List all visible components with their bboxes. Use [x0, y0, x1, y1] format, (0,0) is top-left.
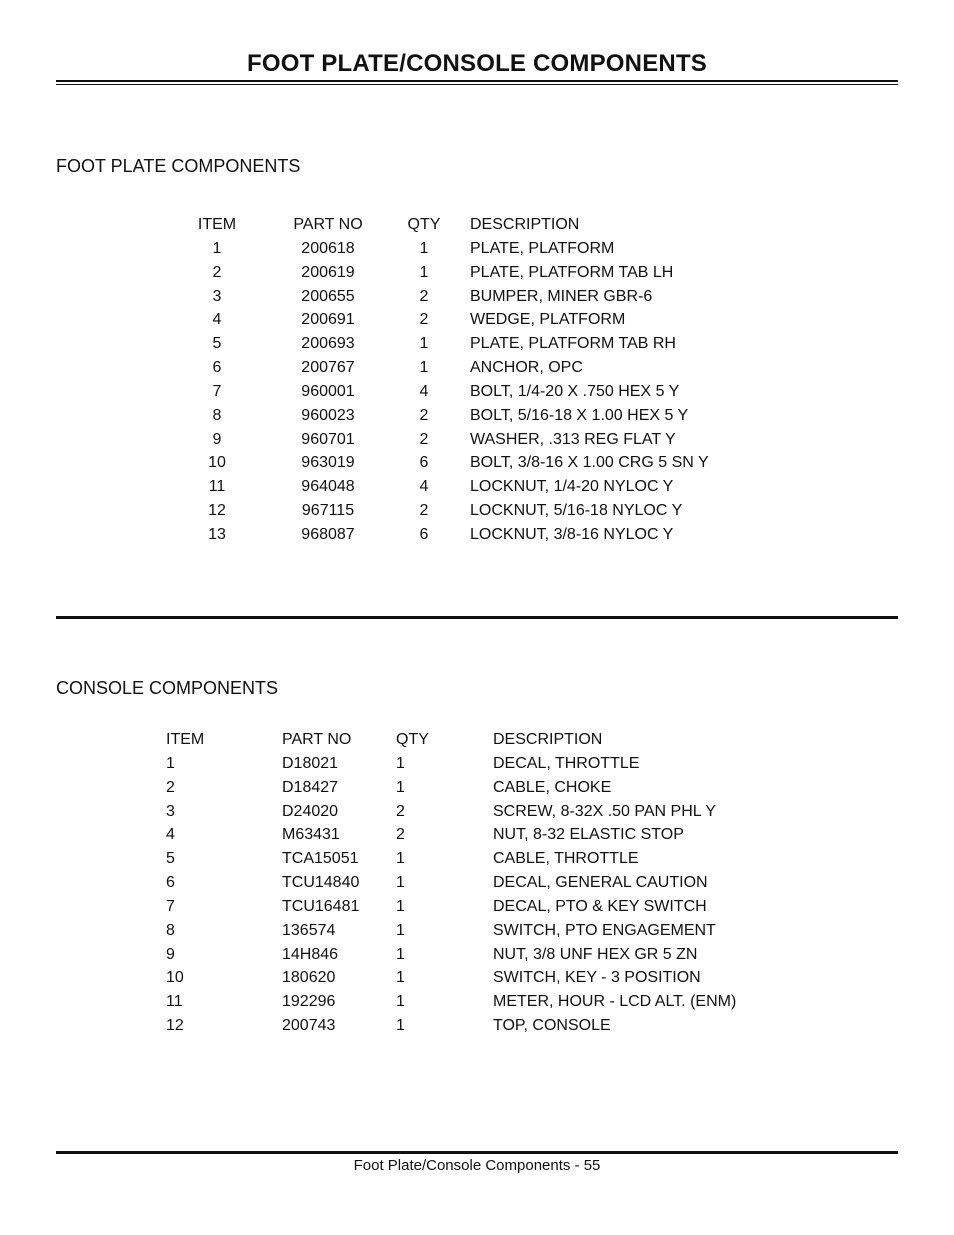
table-row	[0, 754, 954, 778]
cell-part-no: 967115	[301, 502, 355, 520]
cell-part-no: 200693	[301, 335, 355, 353]
cell-qty: 1	[419, 239, 429, 257]
cell-part-no: TCU16481	[282, 897, 360, 915]
cell-part-no: 968087	[301, 525, 355, 543]
cell-part-no: 200691	[301, 311, 355, 329]
cell-description: NUT, 3/8 UNF HEX GR 5 ZN	[493, 945, 698, 963]
cell-qty: 6	[419, 454, 429, 472]
cell-item: 12	[208, 502, 226, 520]
cell-qty: 6	[419, 525, 429, 543]
cell-description: SWITCH, PTO ENGAGEMENT	[493, 921, 716, 939]
table-row	[0, 310, 954, 334]
table-row	[0, 477, 954, 501]
cell-part-no: D18021	[282, 754, 339, 772]
cell-item: 6	[166, 874, 175, 892]
cell-qty: 2	[419, 430, 429, 448]
table-row	[0, 873, 954, 897]
table-row	[0, 992, 954, 1016]
table-row	[0, 525, 954, 549]
cell-qty: 2	[396, 802, 405, 820]
cell-item: 5	[212, 335, 222, 353]
table-header-row	[0, 730, 954, 754]
cell-qty: 1	[396, 850, 405, 868]
cell-part-no: D18427	[282, 778, 339, 796]
cell-description: DECAL, THROTTLE	[493, 754, 640, 772]
foot-plate-table	[0, 215, 954, 549]
cell-qty: 1	[396, 754, 405, 772]
cell-part-no: 136574	[282, 921, 336, 939]
cell-part-no: 960001	[301, 382, 355, 400]
cell-part-no: 964048	[301, 478, 355, 496]
cell-description: SWITCH, KEY - 3 POSITION	[493, 969, 701, 987]
cell-item: 10	[166, 969, 184, 987]
cell-part-no: 200743	[282, 1017, 336, 1035]
cell-item: 4	[166, 826, 175, 844]
table-row	[0, 382, 954, 406]
column-header-qty: QTY	[407, 216, 441, 233]
cell-part-no: 200618	[301, 239, 355, 257]
cell-part-no: 960023	[301, 406, 355, 424]
cell-part-no: M63431	[282, 826, 340, 844]
cell-part-no: 14H846	[282, 945, 339, 963]
cell-description: TOP, CONSOLE	[493, 1017, 611, 1035]
cell-qty: 1	[419, 335, 429, 353]
table-row	[0, 802, 954, 826]
cell-item: 11	[166, 993, 183, 1011]
cell-description: BOLT, 1/4-20 X .750 HEX 5 Y	[470, 382, 680, 400]
cell-qty: 2	[419, 406, 429, 424]
cell-qty: 1	[419, 263, 429, 281]
cell-part-no: 963019	[301, 454, 355, 472]
table-row	[0, 406, 954, 430]
table-row	[0, 239, 954, 263]
cell-part-no: TCU14840	[282, 874, 360, 892]
cell-part-no: 200655	[301, 287, 355, 305]
column-header-item: ITEM	[166, 731, 205, 748]
table-row	[0, 453, 954, 477]
column-header-part-no: PART NO	[293, 216, 363, 233]
console-heading: CONSOLE COMPONENTS	[56, 678, 279, 698]
cell-item: 8	[166, 921, 175, 939]
cell-item: 8	[212, 406, 222, 424]
table-row	[0, 849, 954, 873]
cell-item: 6	[212, 359, 222, 377]
cell-description: SCREW, 8-32X .50 PAN PHL Y	[493, 802, 716, 820]
table-row	[0, 334, 954, 358]
cell-description: PLATE, PLATFORM TAB LH	[470, 263, 674, 281]
cell-description: LOCKNUT, 5/16-18 NYLOC Y	[470, 502, 683, 520]
cell-item: 2	[212, 263, 222, 281]
cell-item: 7	[166, 897, 175, 915]
cell-qty: 1	[396, 778, 405, 796]
console-table	[0, 730, 954, 1040]
cell-item: 2	[166, 778, 175, 796]
table-row	[0, 263, 954, 287]
cell-description: WEDGE, PLATFORM	[470, 311, 626, 329]
table-row	[0, 897, 954, 921]
cell-qty: 1	[396, 874, 405, 892]
cell-item: 9	[166, 945, 175, 963]
table-header-row	[0, 215, 954, 239]
cell-item: 10	[208, 454, 226, 472]
column-header-description: DESCRIPTION	[493, 731, 603, 748]
cell-item: 1	[212, 239, 222, 257]
page-title: FOOT PLATE/CONSOLE COMPONENTS	[246, 50, 708, 77]
cell-qty: 1	[396, 897, 405, 915]
cell-description: NUT, 8-32 ELASTIC STOP	[493, 826, 684, 844]
cell-part-no: 180620	[282, 969, 336, 987]
column-header-part-no: PART NO	[282, 731, 352, 748]
cell-item: 7	[212, 382, 222, 400]
cell-description: ANCHOR, OPC	[470, 359, 583, 377]
cell-qty: 2	[396, 826, 405, 844]
cell-description: CABLE, CHOKE	[493, 778, 612, 796]
cell-description: METER, HOUR - LCD ALT. (ENM)	[493, 993, 737, 1011]
column-header-qty: QTY	[396, 731, 429, 748]
cell-item: 3	[166, 802, 175, 820]
cell-qty: 4	[419, 382, 429, 400]
cell-qty: 1	[396, 969, 405, 987]
table-row	[0, 358, 954, 382]
cell-description: PLATE, PLATFORM TAB RH	[470, 335, 676, 353]
cell-item: 12	[166, 1017, 184, 1035]
cell-part-no: TCA15051	[282, 850, 359, 868]
table-row	[0, 778, 954, 802]
cell-item: 9	[212, 430, 222, 448]
table-row	[0, 825, 954, 849]
section-divider	[56, 616, 898, 619]
cell-item: 3	[212, 287, 222, 305]
footer-rule	[56, 1151, 898, 1154]
cell-description: LOCKNUT, 1/4-20 NYLOC Y	[470, 478, 674, 496]
cell-description: BUMPER, MINER GBR-6	[470, 287, 653, 305]
cell-description: DECAL, PTO & KEY SWITCH	[493, 897, 707, 915]
cell-qty: 2	[419, 502, 429, 520]
cell-part-no: 200767	[301, 359, 355, 377]
cell-qty: 1	[419, 359, 429, 377]
cell-description: LOCKNUT, 3/8-16 NYLOC Y	[470, 525, 674, 543]
cell-description: PLATE, PLATFORM	[470, 239, 615, 257]
cell-item: 1	[166, 754, 175, 772]
table-row	[0, 501, 954, 525]
cell-part-no: 960701	[301, 430, 355, 448]
cell-item: 11	[208, 478, 226, 496]
table-row	[0, 430, 954, 454]
cell-description: WASHER, .313 REG FLAT Y	[470, 430, 676, 448]
cell-qty: 1	[396, 1017, 405, 1035]
cell-qty: 4	[419, 478, 429, 496]
cell-item: 13	[208, 525, 226, 543]
cell-qty: 1	[396, 945, 405, 963]
page-footer: Foot Plate/Console Components - 55	[353, 1157, 601, 1174]
foot-plate-heading: FOOT PLATE COMPONENTS	[56, 156, 301, 176]
cell-item: 4	[212, 311, 222, 329]
table-row	[0, 921, 954, 945]
cell-description: CABLE, THROTTLE	[493, 850, 639, 868]
cell-qty: 1	[396, 921, 405, 939]
table-row	[0, 945, 954, 969]
title-rule	[56, 80, 898, 82]
cell-item: 5	[166, 850, 175, 868]
cell-description: BOLT, 5/16-18 X 1.00 HEX 5 Y	[470, 406, 689, 424]
cell-part-no: 200619	[301, 263, 355, 281]
cell-part-no: D24020	[282, 802, 339, 820]
cell-qty: 2	[419, 287, 429, 305]
cell-qty: 2	[419, 311, 429, 329]
cell-description: BOLT, 3/8-16 X 1.00 CRG 5 SN Y	[470, 454, 709, 472]
column-header-description: DESCRIPTION	[470, 216, 580, 233]
table-row	[0, 287, 954, 311]
column-header-item: ITEM	[197, 216, 237, 233]
cell-qty: 1	[396, 993, 405, 1011]
cell-description: DECAL, GENERAL CAUTION	[493, 874, 708, 892]
title-rule-thin	[56, 84, 898, 85]
table-row	[0, 1016, 954, 1040]
table-row	[0, 968, 954, 992]
cell-part-no: 192296	[282, 993, 336, 1011]
